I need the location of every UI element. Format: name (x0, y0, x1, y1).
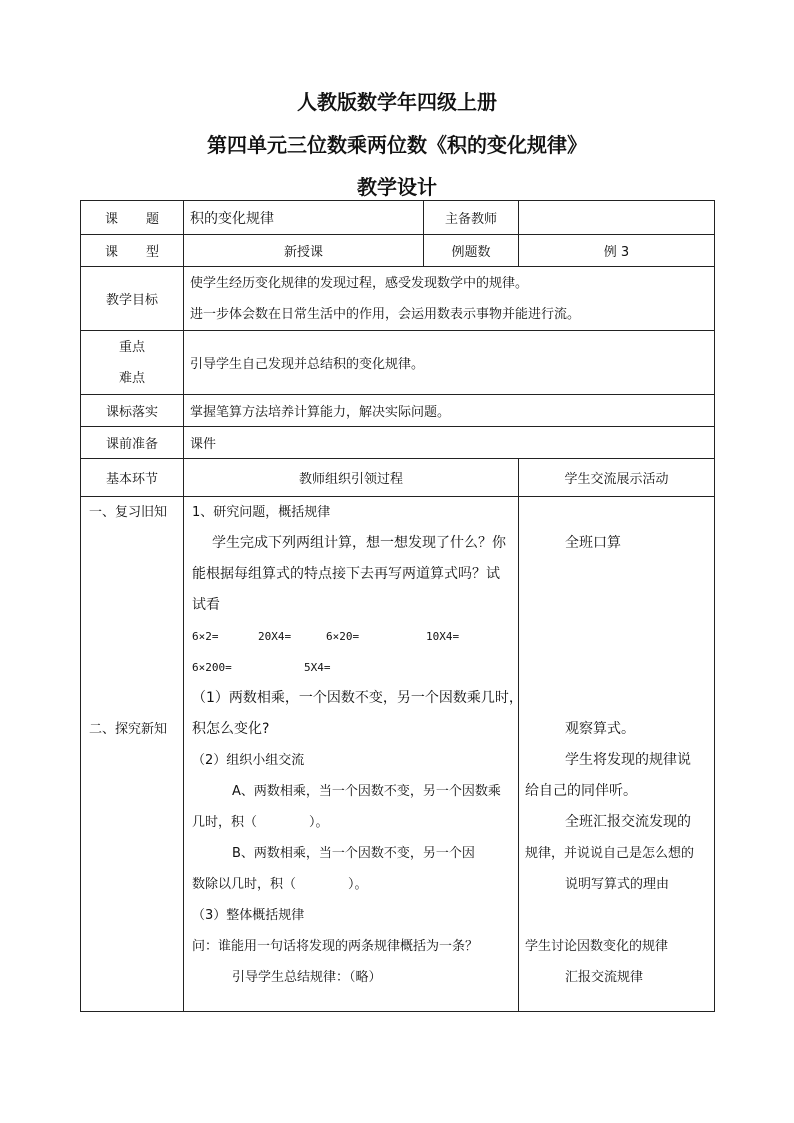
stage-review: 一、复习旧知 (89, 505, 168, 520)
example-label: 例题数 (424, 235, 519, 267)
teacher-value (519, 201, 715, 235)
goal-line-2: 进一步体会数在日常生活中的作用，会运用数表示事物并能进行流。 (190, 306, 581, 322)
key-label-cell (81, 331, 184, 395)
goals-cell (184, 267, 715, 331)
key-label-1: 重点 (118, 339, 145, 355)
process-line: 数除以几时，积（ ）。 (192, 877, 368, 892)
process-line: 学生完成下列两组计算，想一想发现了什么？你 (212, 535, 506, 551)
lesson-label-a: 课 (105, 212, 119, 227)
lesson-value: 积的变化规律 (184, 201, 424, 235)
math-expr: 20X4= (258, 630, 292, 643)
process-line: （2）组织小组交流 (192, 753, 305, 768)
process-line: （3）整体概括规律 (192, 908, 305, 923)
goals-label: 教学目标 (81, 267, 184, 331)
process-line: A、两数相乘，当一个因数不变，另一个因数乘 (232, 784, 501, 799)
math-expr: 5X4= (304, 661, 331, 674)
col-header-teacher: 教师组织引领过程 (184, 459, 519, 497)
activity-line: 规律，并说说自己是怎么想的 (525, 846, 695, 861)
math-expr: 6×20= (326, 630, 360, 643)
key-value: 引导学生自己发现并总结积的变化规律。 (184, 331, 715, 395)
lesson-label-cell (81, 201, 184, 235)
row-standard (81, 395, 715, 427)
prep-label: 课前准备 (81, 427, 184, 459)
key-label-2: 难点 (118, 370, 145, 386)
lesson-label-b: 题 (145, 212, 159, 227)
activity-line: 学生讨论因数变化的规律 (525, 939, 669, 954)
type-label-cell (81, 235, 184, 267)
type-label-a: 课 (105, 245, 119, 260)
standard-label: 课标落实 (81, 395, 184, 427)
process-line: （1）两数相乘，一个因数不变，另一个因数乘几时， (192, 690, 523, 706)
activity-line: 全班口算 (565, 535, 621, 551)
doc-title-line-1: 人教版数学年四级上册 (297, 90, 497, 114)
row-column-headers (81, 459, 715, 497)
process-line: B、两数相乘，当一个因数不变，另一个因 (232, 846, 475, 861)
doc-title-line-2: 第四单元三位数乘两位数《积的变化规律》 (207, 133, 587, 157)
math-expr: 10X4= (426, 630, 460, 643)
student-activity-cell (519, 497, 715, 1012)
activity-line: 给自己的同伴听。 (525, 783, 637, 799)
process-line: 引导学生总结规律：（略） (232, 970, 382, 985)
process-line: 1、研究问题，概括规律 (192, 505, 331, 520)
type-label-b: 型 (145, 245, 159, 260)
process-line: 积怎么变化? (192, 721, 270, 737)
activity-line: 观察算式。 (565, 721, 635, 737)
activity-line: 学生将发现的规律说 (565, 752, 691, 768)
activity-line: 全班汇报交流发现的 (565, 814, 691, 830)
doc-title-line-3: 教学设计 (357, 175, 437, 199)
stage-explore: 二、探究新知 (89, 722, 168, 737)
row-type (81, 235, 715, 267)
row-key-points (81, 331, 715, 395)
teacher-label: 主备教师 (424, 201, 519, 235)
type-value: 新授课 (184, 235, 424, 267)
stage-cell (81, 497, 184, 1012)
math-row-1 (192, 621, 512, 652)
example-value: 例 3 (519, 235, 715, 267)
row-process (81, 497, 715, 1012)
col-header-stage: 基本环节 (81, 459, 184, 497)
row-lesson (81, 201, 715, 235)
prep-value: 课件 (184, 427, 715, 459)
math-row-2 (192, 652, 512, 683)
lesson-plan-table (80, 200, 715, 1012)
row-prep (81, 427, 715, 459)
col-header-student: 学生交流展示活动 (519, 459, 715, 497)
row-goals (81, 267, 715, 331)
process-line: 能根据每组算式的特点接下去再写两道算式吗？试 (192, 566, 500, 582)
teacher-process-cell (184, 497, 523, 1012)
standard-value: 掌握笔算方法培养计算能力，解决实际问题。 (184, 395, 715, 427)
goal-line-1: 使学生经历变化规律的发现过程，感受发现数学中的规律。 (190, 275, 529, 291)
math-expr: 6×200= (192, 661, 232, 674)
process-line: 问：谁能用一句话将发现的两条规律概括为一条？ (192, 939, 479, 954)
math-expr: 6×2= (192, 630, 219, 643)
process-line: 试看 (192, 597, 220, 613)
activity-line: 说明写算式的理由 (565, 877, 670, 892)
process-line: 几时，积（ ）。 (192, 815, 329, 830)
activity-line: 汇报交流规律 (565, 970, 644, 985)
